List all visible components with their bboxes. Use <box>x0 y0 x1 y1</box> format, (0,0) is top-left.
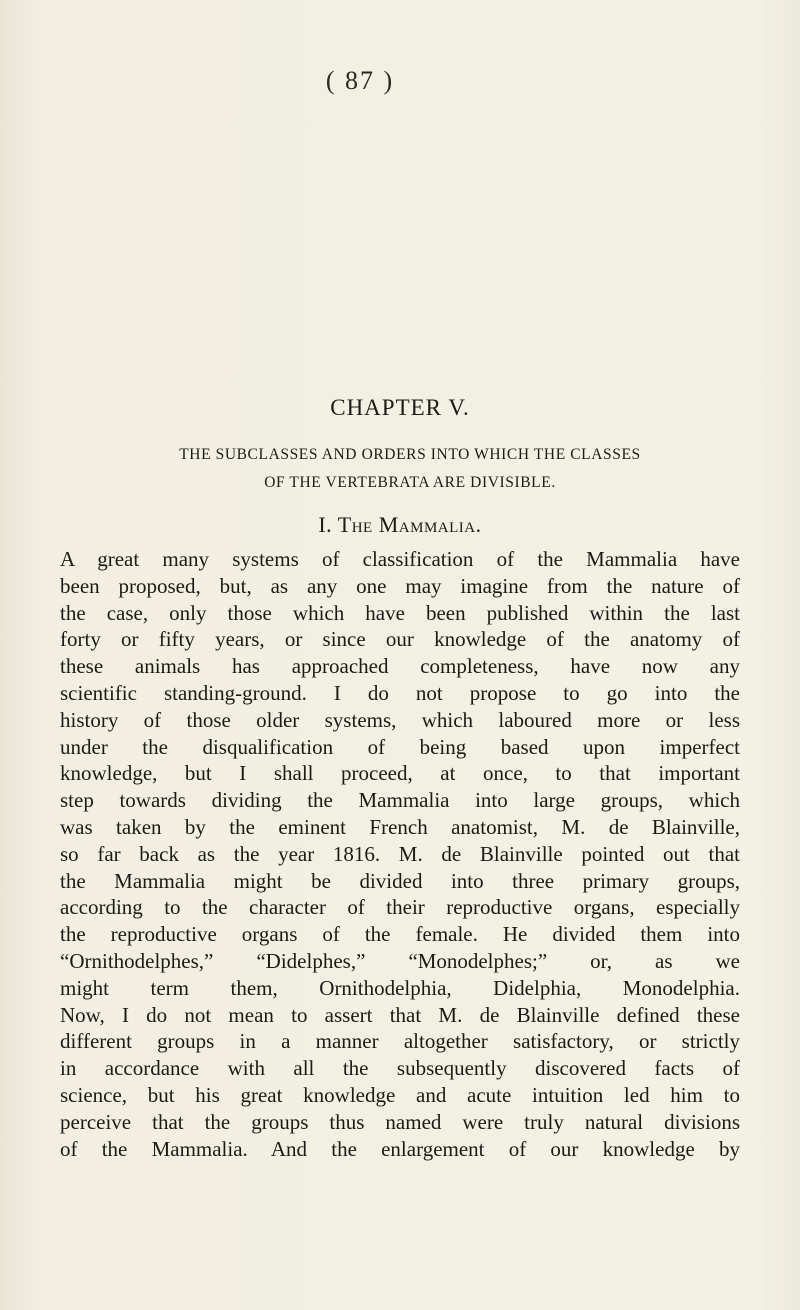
paragraph-line: scientific standing-ground. I do not propose to go into the <box>60 680 740 705</box>
paragraph-line: knowledge, but I shall proceed, at once, to that important <box>60 761 740 786</box>
paragraph-line: the Mammalia might be divided into three primary groups, <box>60 868 740 893</box>
paragraph-line: of the Mammalia. And the enlargement of our knowledge by <box>60 1136 740 1161</box>
body-paragraph <box>60 546 740 1162</box>
paragraph-line: under the disqualification of being based upon imperfect <box>60 734 740 759</box>
chapter-subtitle-line-1: THE SUBCLASSES AND ORDERS INTO WHICH THE CLASSES <box>179 446 641 463</box>
paragraph-line: might term them, Ornithodelphia, Didelphia, Monodelphia. <box>60 975 740 1000</box>
section-heading <box>0 512 800 538</box>
paragraph-line: science, but his great knowledge and acute intuition led him to <box>60 1082 740 1107</box>
paragraph-line: in accordance with all the subsequently discovered facts of <box>60 1056 740 1081</box>
page-number: ( 87 ) <box>325 66 395 95</box>
paragraph-line: the case, only those which have been published within the last <box>60 600 740 625</box>
paragraph-line: forty or fifty years, or since our knowledge of the anatomy of <box>60 627 740 652</box>
paragraph-line: step towards dividing the Mammalia into large groups, which <box>60 788 740 813</box>
paragraph-line: “Ornithodelphes,” “Didelphes,” “Monodelphes;” or, as we <box>60 948 740 973</box>
paragraph-line: was taken by the eminent French anatomist, M. de Blainville, <box>60 814 740 839</box>
paragraph-line: perceive that the groups thus named were truly natural divisions <box>60 1109 740 1134</box>
paragraph-line: the reproductive organs of the female. He divided them into <box>60 922 740 947</box>
chapter-title: CHAPTER V. <box>330 395 470 420</box>
chapter-subtitle-line-2: OF THE VERTEBRATA ARE DIVISIBLE. <box>264 474 556 491</box>
paragraph-line: different groups in a manner altogether satisfactory, or strictly <box>60 1029 740 1054</box>
paragraph-line: according to the character of their reproductive organs, especially <box>60 895 740 920</box>
section-heading-text: I. The Mammalia. <box>318 512 482 537</box>
paragraph-line: Now, I do not mean to assert that M. de Blainville defined these <box>60 1002 740 1027</box>
paragraph-line: so far back as the year 1816. M. de Blainville pointed out that <box>60 841 740 866</box>
paragraph-line: history of those older systems, which laboured more or less <box>60 707 740 732</box>
paragraph-line: been proposed, but, as any one may imagine from the nature of <box>60 573 740 598</box>
paragraph-line: these animals has approached completeness, have now any <box>60 654 740 679</box>
paragraph-line: A great many systems of classification of the Mammalia have <box>60 547 740 571</box>
